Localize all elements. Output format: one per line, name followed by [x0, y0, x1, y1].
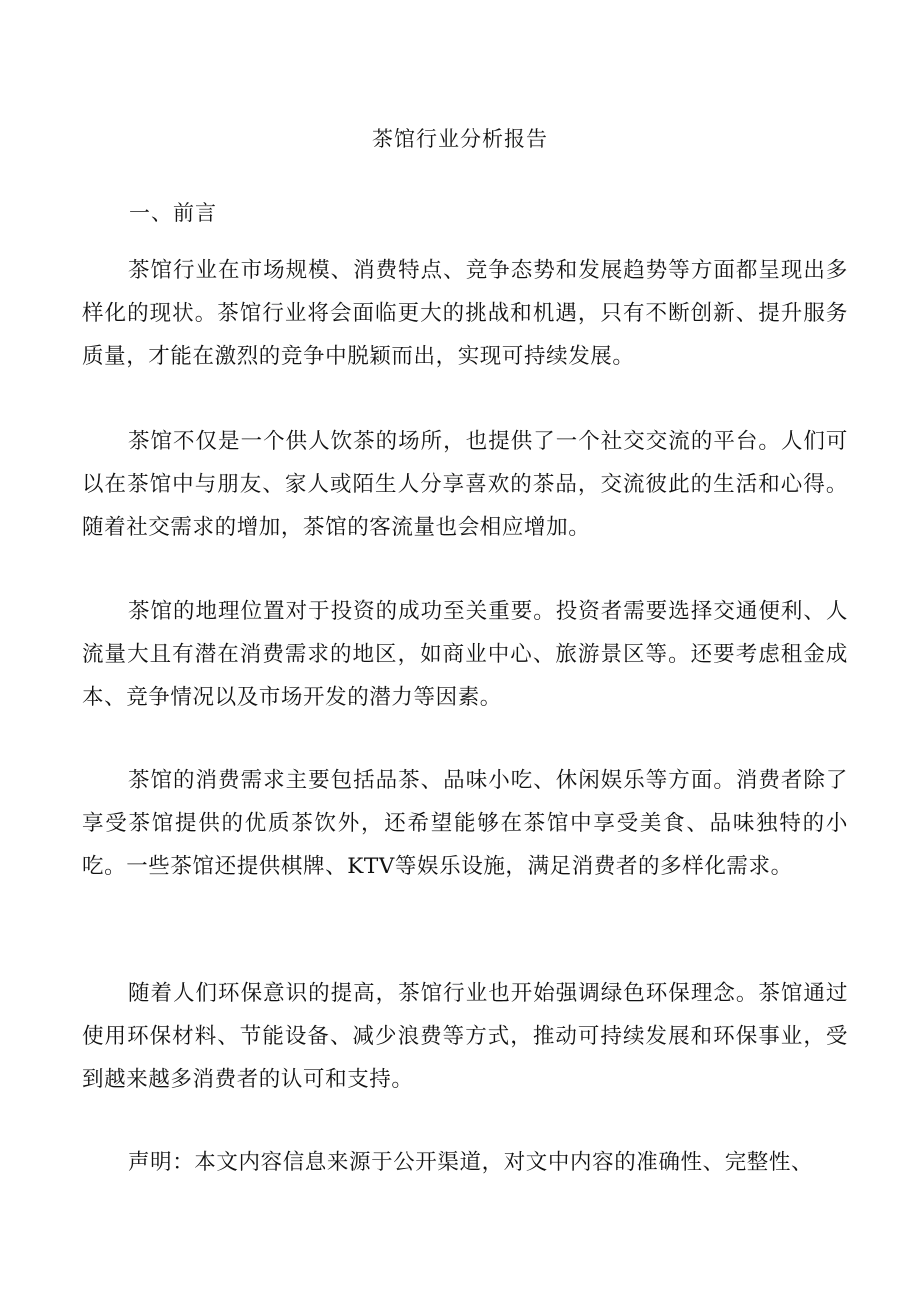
paragraph-2: 茶馆不仅是一个供人饮茶的场所，也提供了一个社交交流的平台。人们可以在茶馆中与朋友、家人或陌生人分享喜欢的茶品，交流彼此的生活和心得。随着社交需求的增加，茶馆的客流量也会相应增加。 — [82, 429, 848, 540]
paragraph-1: 茶馆行业在市场规模、消费特点、竞争态势和发展趋势等方面都呈现出多样化的现状。茶馆行业将会面临更大的挑战和机遇，只有不断创新、提升服务质量，才能在激烈的竞争中脱颖而出，实现可持续发展。 — [82, 258, 848, 369]
paragraph-4: 茶馆的消费需求主要包括品茶、品味小吃、休闲娱乐等方面。消费者除了享受茶馆提供的优质茶饮外，还希望能够在茶馆中享受美食、品味独特的小吃。一些茶馆还提供棋牌、KTV等娱乐设施，满足消费者的多样化需求。 — [82, 768, 848, 879]
disclaimer-paragraph: 声明：本文内容信息来源于公开渠道，对文中内容的准确性、完整性、 — [128, 1150, 814, 1175]
section-heading: 一、前言 — [129, 201, 217, 225]
paragraph-3: 茶馆的地理位置对于投资的成功至关重要。投资者需要选择交通便利、人流量大且有潜在消费需求的地区，如商业中心、旅游景区等。还要考虑租金成本、竞争情况以及市场开发的潜力等因素。 — [82, 599, 848, 710]
document-title: 茶馆行业分析报告 — [372, 127, 548, 151]
paragraph-5: 随着人们环保意识的提高，茶馆行业也开始强调绿色环保理念。茶馆通过使用环保材料、节能设备、减少浪费等方式，推动可持续发展和环保事业，受到越来越多消费者的认可和支持。 — [82, 981, 848, 1092]
